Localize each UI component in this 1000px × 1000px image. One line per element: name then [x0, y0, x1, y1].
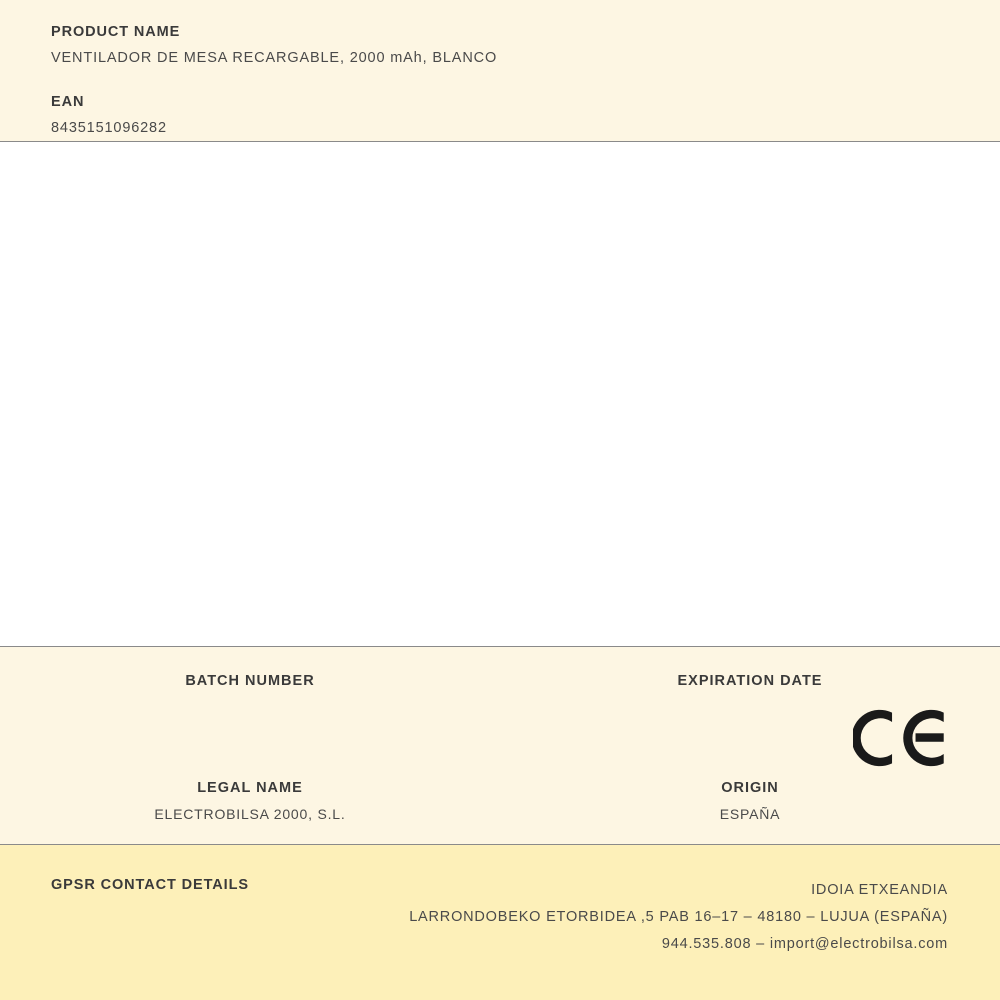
- batch-number-label: BATCH NUMBER: [185, 673, 315, 689]
- product-name-label: PRODUCT NAME: [51, 24, 181, 40]
- origin-label: ORIGIN: [721, 780, 779, 796]
- origin-cell: [500, 780, 1000, 823]
- legal-name-value: ELECTROBILSA 2000, S.L.: [154, 806, 346, 822]
- batch-expiration-row: [0, 673, 1000, 716]
- legal-name-cell: [0, 780, 500, 823]
- ean-value: 8435151096282: [51, 120, 167, 137]
- ean-label: EAN: [51, 93, 85, 110]
- product-name-value: VENTILADOR DE MESA RECARGABLE, 2000 mAh, BLANCO: [51, 50, 498, 67]
- batch-legal-block: [0, 647, 1000, 845]
- gpsr-contact-label: GPSR CONTACT DETAILS: [51, 877, 249, 893]
- expiration-date-label: EXPIRATION DATE: [677, 673, 823, 689]
- batch-number-value: [0, 699, 500, 716]
- gpsr-contact-phone-email: 944.535.808 – import@electrobilsa.com: [661, 936, 948, 952]
- ean-field: [0, 94, 1000, 138]
- product-image-area: [0, 142, 1000, 647]
- legal-name-label: LEGAL NAME: [197, 780, 303, 796]
- legal-origin-row: [0, 780, 1000, 823]
- ce-marking-icon: [853, 707, 948, 769]
- product-name-field: [0, 24, 1000, 68]
- origin-value: ESPAÑA: [719, 806, 781, 822]
- product-identification-block: [0, 0, 1000, 142]
- gpsr-contact-name: IDOIA ETXEANDIA: [811, 882, 948, 898]
- gpsr-contact-block: [0, 845, 1000, 1000]
- gpsr-contact-lines: [409, 877, 948, 958]
- batch-number-cell: [0, 673, 500, 716]
- gpsr-contact-address: LARRONDOBEKO ETORBIDEA ,5 PAB 16–17 – 48180 – LUJUA (ESPAÑA): [409, 909, 948, 925]
